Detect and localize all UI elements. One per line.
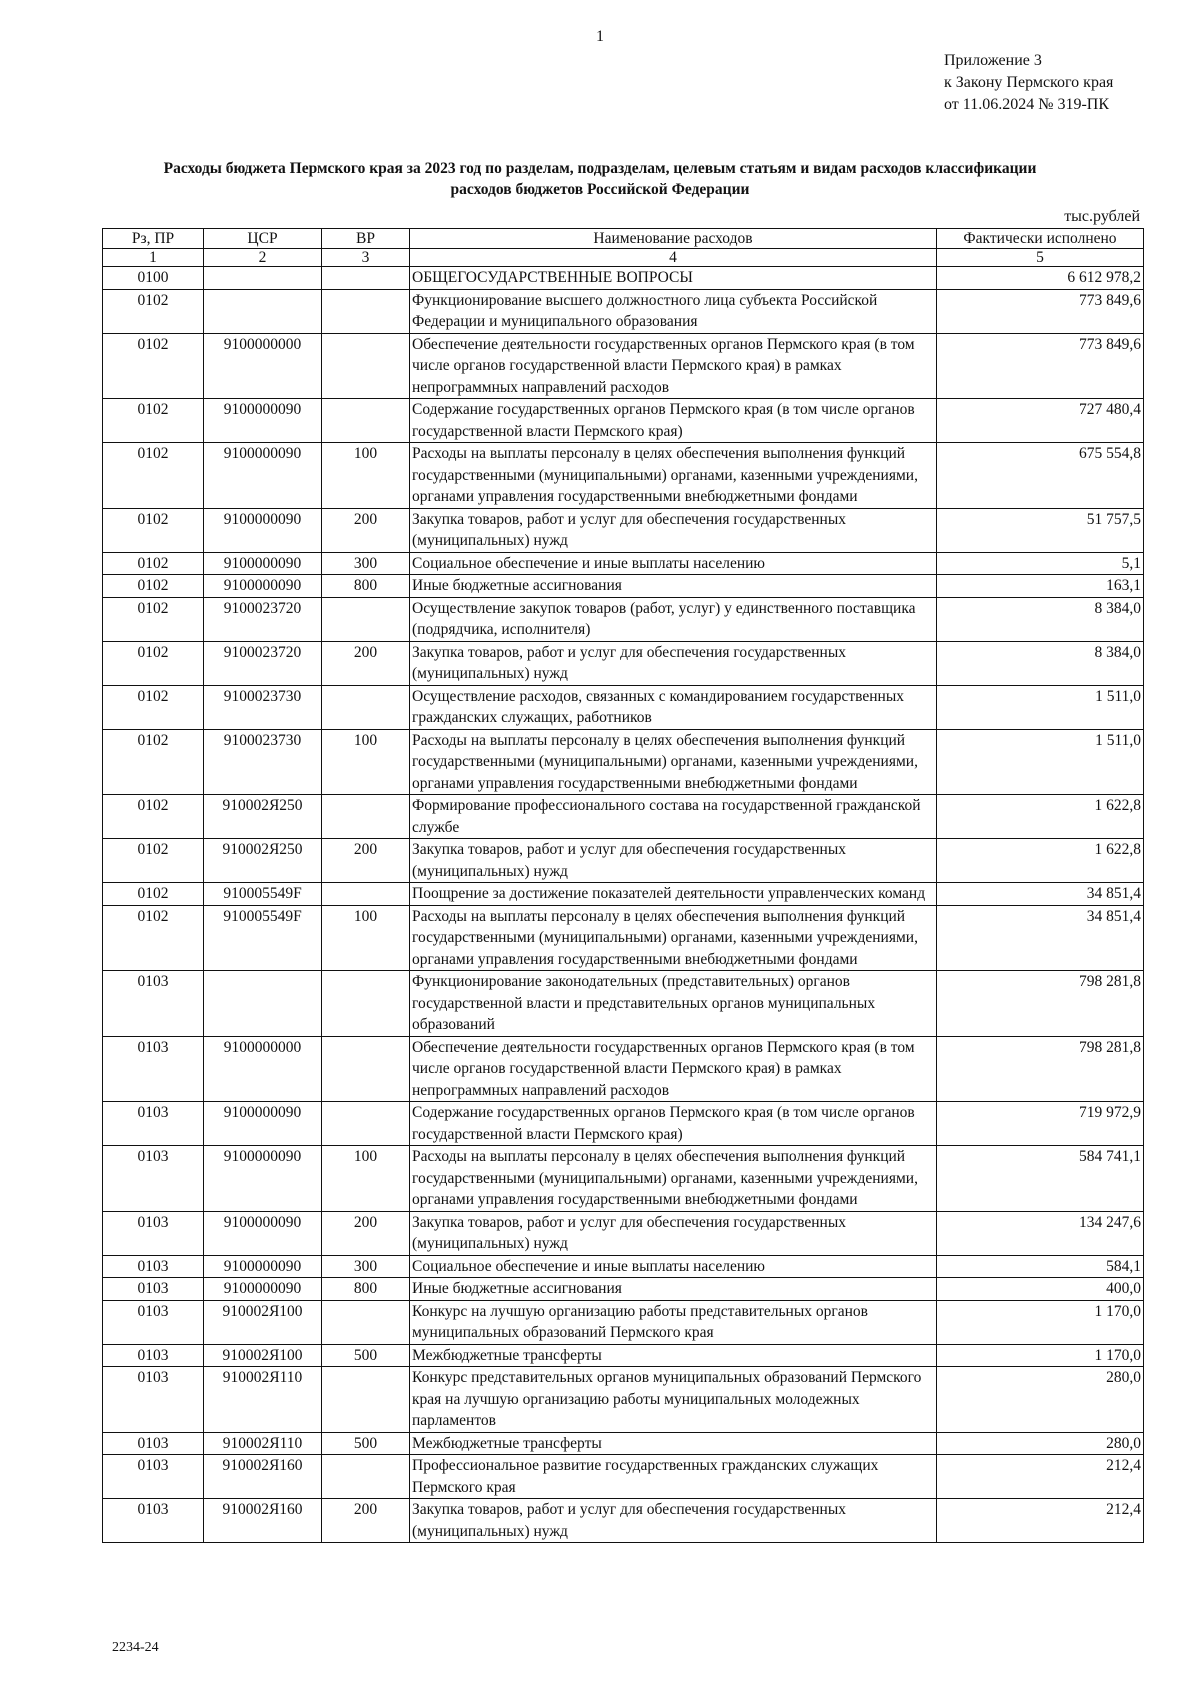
table-row bbox=[103, 508, 1144, 552]
cell-vr: 800 bbox=[322, 1278, 410, 1301]
cell-amount: 675 554,8 bbox=[937, 443, 1144, 509]
header-rz: Рз, ПР bbox=[103, 229, 204, 249]
cell-amount: 1 622,8 bbox=[937, 795, 1144, 839]
column-number: 1 bbox=[103, 249, 204, 267]
cell-amount: 798 281,8 bbox=[937, 971, 1144, 1037]
header-csr: ЦСР bbox=[204, 229, 322, 249]
cell-csr: 9100000090 bbox=[204, 1278, 322, 1301]
cell-name: Функционирование высшего должностного лица субъекта Российской Федерации и муниципального образования bbox=[410, 289, 937, 333]
header-name: Наименование расходов bbox=[410, 229, 937, 249]
cell-name: Иные бюджетные ассигнования bbox=[410, 575, 937, 598]
column-number: 3 bbox=[322, 249, 410, 267]
cell-csr: 910002Я250 bbox=[204, 795, 322, 839]
cell-amount: 34 851,4 bbox=[937, 883, 1144, 906]
budget-table bbox=[102, 228, 1144, 1543]
cell-csr: 9100000090 bbox=[204, 508, 322, 552]
cell-name: Функционирование законодательных (представительных) органов государственной власти и представительных органов муниципальных образований bbox=[410, 971, 937, 1037]
cell-rz: 0102 bbox=[103, 508, 204, 552]
cell-amount: 1 511,0 bbox=[937, 729, 1144, 795]
column-number: 2 bbox=[204, 249, 322, 267]
cell-vr: 300 bbox=[322, 1255, 410, 1278]
title-line: расходов бюджетов Российской Федерации bbox=[450, 181, 750, 198]
cell-rz: 0103 bbox=[103, 1367, 204, 1433]
cell-name: Содержание государственных органов Пермского края (в том числе органов государственной власти Пермского края) bbox=[410, 1102, 937, 1146]
cell-vr bbox=[322, 1036, 410, 1102]
cell-rz: 0102 bbox=[103, 839, 204, 883]
cell-csr: 9100000000 bbox=[204, 333, 322, 399]
cell-vr: 200 bbox=[322, 508, 410, 552]
cell-amount: 212,4 bbox=[937, 1499, 1144, 1543]
cell-amount: 5,1 bbox=[937, 552, 1144, 575]
table-row bbox=[103, 1102, 1144, 1146]
cell-csr bbox=[204, 289, 322, 333]
cell-vr bbox=[322, 685, 410, 729]
table-row bbox=[103, 1036, 1144, 1102]
page-number: 1 bbox=[596, 28, 604, 45]
cell-rz: 0102 bbox=[103, 552, 204, 575]
cell-vr: 100 bbox=[322, 443, 410, 509]
cell-csr: 9100023730 bbox=[204, 685, 322, 729]
cell-vr bbox=[322, 1300, 410, 1344]
cell-csr: 910002Я160 bbox=[204, 1499, 322, 1543]
table-row bbox=[103, 641, 1144, 685]
cell-rz: 0103 bbox=[103, 1455, 204, 1499]
table-row bbox=[103, 289, 1144, 333]
cell-amount: 51 757,5 bbox=[937, 508, 1144, 552]
cell-name: Профессиональное развитие государственных гражданских служащих Пермского края bbox=[410, 1455, 937, 1499]
table-row bbox=[103, 267, 1144, 290]
cell-rz: 0102 bbox=[103, 443, 204, 509]
cell-amount: 1 170,0 bbox=[937, 1300, 1144, 1344]
table-row bbox=[103, 1499, 1144, 1543]
table-row bbox=[103, 1367, 1144, 1433]
cell-name: Содержание государственных органов Пермского края (в том числе органов государственной власти Пермского края) bbox=[410, 399, 937, 443]
table-row bbox=[103, 333, 1144, 399]
table-row bbox=[103, 1300, 1144, 1344]
cell-name: Поощрение за достижение показателей деятельности управленческих команд bbox=[410, 883, 937, 906]
cell-name: Осуществление расходов, связанных с командированием государственных гражданских служащих, работников bbox=[410, 685, 937, 729]
cell-vr bbox=[322, 1367, 410, 1433]
cell-amount: 6 612 978,2 bbox=[937, 267, 1144, 290]
cell-name: Закупка товаров, работ и услуг для обеспечения государственных (муниципальных) нужд bbox=[410, 1211, 937, 1255]
table-row bbox=[103, 443, 1144, 509]
cell-rz: 0102 bbox=[103, 729, 204, 795]
cell-csr: 9100023720 bbox=[204, 641, 322, 685]
table-row bbox=[103, 1255, 1144, 1278]
cell-amount: 584 741,1 bbox=[937, 1146, 1144, 1212]
title-line: Расходы бюджета Пермского края за 2023 год по разделам, подразделам, целевым статьям и видам расходов классификации bbox=[163, 160, 1037, 177]
cell-vr: 100 bbox=[322, 729, 410, 795]
cell-amount: 798 281,8 bbox=[937, 1036, 1144, 1102]
cell-amount: 584,1 bbox=[937, 1255, 1144, 1278]
table-row bbox=[103, 729, 1144, 795]
cell-amount: 1 170,0 bbox=[937, 1344, 1144, 1367]
cell-rz: 0102 bbox=[103, 399, 204, 443]
units-label: тыс.рублей bbox=[1064, 208, 1140, 225]
table-row bbox=[103, 839, 1144, 883]
cell-rz: 0103 bbox=[103, 1146, 204, 1212]
header-vr: ВР bbox=[322, 229, 410, 249]
cell-csr: 910002Я250 bbox=[204, 839, 322, 883]
table-row bbox=[103, 552, 1144, 575]
table-row bbox=[103, 399, 1144, 443]
cell-rz: 0103 bbox=[103, 1432, 204, 1455]
cell-csr: 910002Я110 bbox=[204, 1367, 322, 1433]
cell-vr bbox=[322, 267, 410, 290]
cell-name: Осуществление закупок товаров (работ, услуг) у единственного поставщика (подрядчика, исполнителя) bbox=[410, 597, 937, 641]
column-number: 4 bbox=[410, 249, 937, 267]
cell-name: Обеспечение деятельности государственных органов Пермского края (в том числе органов государственной власти Пермского края) в рамках непрограммных направлений расходов bbox=[410, 1036, 937, 1102]
table-row bbox=[103, 685, 1144, 729]
cell-vr: 300 bbox=[322, 552, 410, 575]
table-row bbox=[103, 1211, 1144, 1255]
cell-rz: 0103 bbox=[103, 971, 204, 1037]
cell-amount: 34 851,4 bbox=[937, 905, 1144, 971]
cell-vr bbox=[322, 1102, 410, 1146]
cell-amount: 212,4 bbox=[937, 1455, 1144, 1499]
cell-name: Расходы на выплаты персоналу в целях обеспечения выполнения функций государственными (муниципальными) органами, казенными учреждениями, органами управления государственными внебюджетными фондами bbox=[410, 729, 937, 795]
header-row bbox=[103, 229, 1144, 249]
cell-csr: 9100000090 bbox=[204, 1211, 322, 1255]
cell-vr bbox=[322, 795, 410, 839]
cell-rz: 0102 bbox=[103, 883, 204, 906]
cell-name: ОБЩЕГОСУДАРСТВЕННЫЕ ВОПРОСЫ bbox=[410, 267, 937, 290]
cell-name: Закупка товаров, работ и услуг для обеспечения государственных (муниципальных) нужд bbox=[410, 1499, 937, 1543]
cell-amount: 163,1 bbox=[937, 575, 1144, 598]
cell-csr bbox=[204, 971, 322, 1037]
cell-csr: 9100000090 bbox=[204, 1255, 322, 1278]
table-row bbox=[103, 1455, 1144, 1499]
cell-amount: 8 384,0 bbox=[937, 641, 1144, 685]
cell-vr bbox=[322, 399, 410, 443]
cell-name: Социальное обеспечение и иные выплаты населению bbox=[410, 552, 937, 575]
cell-csr: 9100000090 bbox=[204, 575, 322, 598]
cell-name: Расходы на выплаты персоналу в целях обеспечения выполнения функций государственными (муниципальными) органами, казенными учреждениями, органами управления государственными внебюджетными фондами bbox=[410, 905, 937, 971]
cell-vr bbox=[322, 597, 410, 641]
cell-csr: 9100000090 bbox=[204, 443, 322, 509]
cell-vr: 100 bbox=[322, 905, 410, 971]
cell-rz: 0103 bbox=[103, 1211, 204, 1255]
cell-csr: 910002Я110 bbox=[204, 1432, 322, 1455]
cell-name: Иные бюджетные ассигнования bbox=[410, 1278, 937, 1301]
cell-csr: 910005549F bbox=[204, 905, 322, 971]
cell-rz: 0102 bbox=[103, 597, 204, 641]
cell-csr: 910002Я100 bbox=[204, 1300, 322, 1344]
cell-name: Социальное обеспечение и иные выплаты населению bbox=[410, 1255, 937, 1278]
cell-vr bbox=[322, 883, 410, 906]
cell-amount: 1 622,8 bbox=[937, 839, 1144, 883]
cell-amount: 280,0 bbox=[937, 1367, 1144, 1433]
cell-name: Закупка товаров, работ и услуг для обеспечения государственных (муниципальных) нужд bbox=[410, 641, 937, 685]
cell-vr bbox=[322, 289, 410, 333]
cell-vr: 200 bbox=[322, 641, 410, 685]
cell-rz: 0102 bbox=[103, 333, 204, 399]
cell-name: Конкурс представительных органов муниципальных образований Пермского края на лучшую организацию работы муниципальных молодежных парламентов bbox=[410, 1367, 937, 1433]
cell-rz: 0103 bbox=[103, 1278, 204, 1301]
cell-amount: 773 849,6 bbox=[937, 289, 1144, 333]
cell-rz: 0100 bbox=[103, 267, 204, 290]
cell-rz: 0103 bbox=[103, 1499, 204, 1543]
table-row bbox=[103, 1278, 1144, 1301]
cell-csr: 9100000090 bbox=[204, 1146, 322, 1212]
header-amount: Фактически исполнено bbox=[937, 229, 1144, 249]
cell-csr: 9100023730 bbox=[204, 729, 322, 795]
cell-rz: 0103 bbox=[103, 1344, 204, 1367]
cell-name: Межбюджетные трансферты bbox=[410, 1432, 937, 1455]
cell-amount: 280,0 bbox=[937, 1432, 1144, 1455]
cell-rz: 0103 bbox=[103, 1036, 204, 1102]
cell-rz: 0102 bbox=[103, 905, 204, 971]
document-title bbox=[60, 158, 1140, 200]
cell-csr: 910002Я160 bbox=[204, 1455, 322, 1499]
cell-vr: 100 bbox=[322, 1146, 410, 1212]
cell-vr bbox=[322, 1455, 410, 1499]
cell-amount: 1 511,0 bbox=[937, 685, 1144, 729]
appendix-line: Приложение 3 bbox=[944, 52, 1042, 69]
cell-amount: 773 849,6 bbox=[937, 333, 1144, 399]
cell-amount: 719 972,9 bbox=[937, 1102, 1144, 1146]
cell-csr: 910002Я100 bbox=[204, 1344, 322, 1367]
cell-name: Формирование профессионального состава на государственной гражданской службе bbox=[410, 795, 937, 839]
cell-vr: 500 bbox=[322, 1432, 410, 1455]
table-row bbox=[103, 1432, 1144, 1455]
cell-csr: 9100000090 bbox=[204, 1102, 322, 1146]
table-row bbox=[103, 597, 1144, 641]
cell-rz: 0103 bbox=[103, 1255, 204, 1278]
table-row bbox=[103, 883, 1144, 906]
table-body bbox=[103, 267, 1144, 1543]
table-row bbox=[103, 971, 1144, 1037]
table-row bbox=[103, 1344, 1144, 1367]
cell-rz: 0103 bbox=[103, 1102, 204, 1146]
cell-amount: 727 480,4 bbox=[937, 399, 1144, 443]
appendix-line: от 11.06.2024 № 319-ПК bbox=[944, 96, 1110, 113]
cell-amount: 134 247,6 bbox=[937, 1211, 1144, 1255]
cell-vr: 500 bbox=[322, 1344, 410, 1367]
cell-csr: 9100000090 bbox=[204, 399, 322, 443]
column-number: 5 bbox=[937, 249, 1144, 267]
table-row bbox=[103, 795, 1144, 839]
cell-csr: 9100000090 bbox=[204, 552, 322, 575]
appendix-line: к Закону Пермского края bbox=[944, 74, 1114, 91]
cell-vr bbox=[322, 333, 410, 399]
cell-csr: 9100023720 bbox=[204, 597, 322, 641]
cell-csr: 9100000000 bbox=[204, 1036, 322, 1102]
cell-amount: 400,0 bbox=[937, 1278, 1144, 1301]
cell-vr bbox=[322, 971, 410, 1037]
appendix-note bbox=[944, 50, 1113, 116]
cell-vr: 200 bbox=[322, 1499, 410, 1543]
cell-name: Конкурс на лучшую организацию работы представительных органов муниципальных образований Пермского края bbox=[410, 1300, 937, 1344]
table-row bbox=[103, 575, 1144, 598]
cell-name: Обеспечение деятельности государственных органов Пермского края (в том числе органов государственной власти Пермского края) в рамках непрограммных направлений расходов bbox=[410, 333, 937, 399]
cell-vr: 200 bbox=[322, 1211, 410, 1255]
cell-name: Закупка товаров, работ и услуг для обеспечения государственных (муниципальных) нужд bbox=[410, 508, 937, 552]
cell-rz: 0102 bbox=[103, 795, 204, 839]
cell-name: Расходы на выплаты персоналу в целях обеспечения выполнения функций государственными (муниципальными) органами, казенными учреждениями, органами управления государственными внебюджетными фондами bbox=[410, 443, 937, 509]
cell-rz: 0102 bbox=[103, 289, 204, 333]
cell-name: Межбюджетные трансферты bbox=[410, 1344, 937, 1367]
cell-rz: 0103 bbox=[103, 1300, 204, 1344]
cell-name: Расходы на выплаты персоналу в целях обеспечения выполнения функций государственными (муниципальными) органами, казенными учреждениями, органами управления государственными внебюджетными фондами bbox=[410, 1146, 937, 1212]
cell-vr: 200 bbox=[322, 839, 410, 883]
table-row bbox=[103, 905, 1144, 971]
cell-csr bbox=[204, 267, 322, 290]
table-row bbox=[103, 1146, 1144, 1212]
cell-amount: 8 384,0 bbox=[937, 597, 1144, 641]
cell-vr: 800 bbox=[322, 575, 410, 598]
column-number-row bbox=[103, 249, 1144, 267]
cell-name: Закупка товаров, работ и услуг для обеспечения государственных (муниципальных) нужд bbox=[410, 839, 937, 883]
cell-rz: 0102 bbox=[103, 575, 204, 598]
document-code: 2234-24 bbox=[112, 1640, 159, 1655]
cell-rz: 0102 bbox=[103, 685, 204, 729]
cell-rz: 0102 bbox=[103, 641, 204, 685]
cell-csr: 910005549F bbox=[204, 883, 322, 906]
